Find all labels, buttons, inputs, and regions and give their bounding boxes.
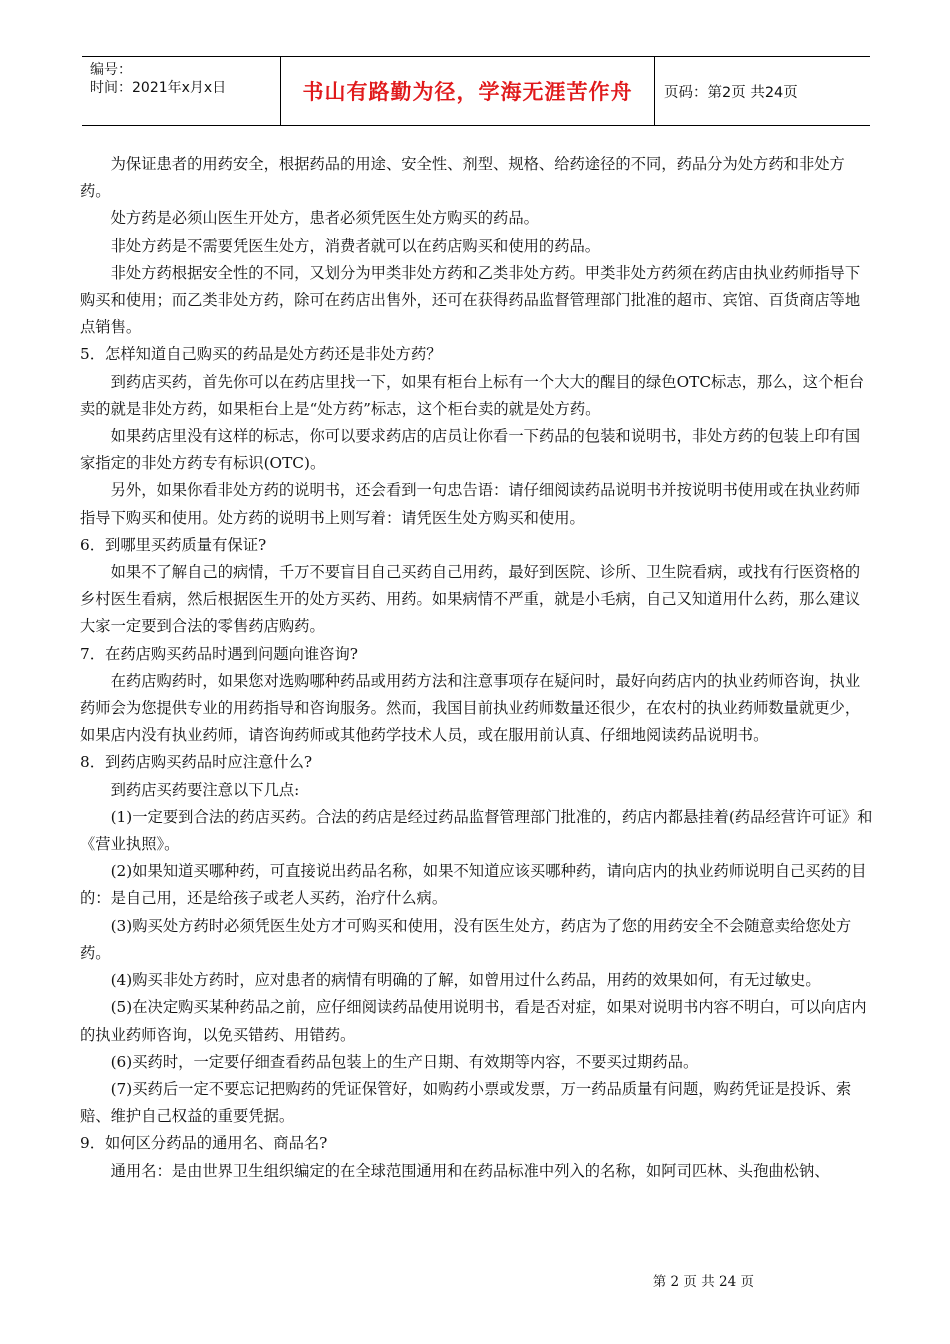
body-paragraph: 在药店购药时，如果您对选购哪种药品或用药方法和注意事项存在疑问时，最好向药店内的执业药师咨询，执业药师会为您提供专业的用药指导和咨询服务。然而，我国目前执业药师数量还很少，在农村的执业药师数量就更少，如果店内没有执业药师，请咨询药师或其他药学技术人员，或在服用前认真、仔细地阅读药品说明书。 [80, 671, 861, 745]
question-heading: 8．到药店购买药品时应注意什么? [80, 753, 313, 772]
question-heading: 5．怎样知道自己购买的药品是处方药还是非处方药？ [80, 345, 442, 364]
question-heading: 9．如何区分药品的通用名、商品名? [80, 1134, 328, 1153]
header-meta [82, 57, 281, 125]
page-footer: 第 2 页 共 24 页 [652, 1274, 754, 1290]
question-heading: 6．到哪里买药质量有保证? [80, 535, 267, 554]
header-page-code: 页码：第2页 共24页 [664, 84, 798, 101]
number-label: 编号： [90, 62, 132, 78]
body-paragraph: (5)在决定购买某种药品之前，应仔细阅读药品使用说明书，看是否对症，如果对说明书内容不明白，可以向店内的执业药师咨询，以免买错药、用错药。 [80, 998, 867, 1044]
body-paragraph: (2)如果知道买哪种药，可直接说出药品名称，如果不知道应该买哪种药，请向店内的执业药师说明自己买药的目的：是自己用，还是给孩子或老人买药，治疗什么病。 [80, 862, 867, 908]
body-paragraph: (3)购买处方药时必须凭医生处方才可购买和使用，没有医生处方，药店为了您的用药安全不会随意卖给您处方药。 [80, 916, 852, 962]
body-paragraph: (6)买药时，一定要仔细查看药品包装上的生产日期、有效期等内容，不要买过期药品。 [110, 1052, 699, 1071]
body-paragraph: 如果不了解自己的病情，千万不要盲目自己买药自己用药，最好到医院、诊所、卫生院看病，或找有行医资格的乡村医生看病，然后根据医生开的处方买药、用药。如果病情不严重，就是小毛病，自己又知道用什么药，那么建议大家一定要到合法的零售药店购药。 [80, 563, 861, 636]
document-body [80, 151, 875, 1185]
body-paragraph: (1)一定要到合法的药店买药。合法的药店是经过药品监督管理部门批准的，药店内都悬挂着(药品经营许可证》和《营业执照》。 [80, 807, 873, 854]
body-paragraph: 非处方药根据安全性的不同，又划分为甲类非处方药和乙类非处方药。甲类非处方药须在药店由执业药师指导下购买和使用；而乙类非处方药，除可在药店出售外，还可在获得药品监督管理部门批准的超市、宾馆、百货商店等地点销售。 [80, 263, 861, 337]
time-label: 时间：2021年x月x日 [90, 80, 227, 96]
body-paragraph: 到药店买药，首先你可以在药店里找一下，如果有柜台上标有一个大大的醒目的绿色OTC标志，那么，这个柜台卖的就是非处方药，如果柜台上是“处方药”标志，这个柜台卖的就是处方药。 [80, 372, 864, 418]
body-paragraph: (7)买药后一定不要忘记把购药的凭证保管好，如购药小票或发票，万一药品质量有问题，购药凭证是投诉、索赔、维护自己权益的重要凭据。 [80, 1079, 852, 1126]
page-header [82, 56, 870, 126]
body-paragraph: (4)购买非处方药时，应对患者的病情有明确的了解，如曾用过什么药品，用药的效果如何，有无过敏史。 [110, 971, 821, 990]
body-paragraph: 另外，如果你看非处方药的说明书，还会看到一句忠告语：请仔细阅读药品说明书并按说明书使用或在执业药师指导下购买和使用。处方药的说明书上则写着：请凭医生处方购买和使用。 [80, 481, 861, 527]
body-paragraph: 如果药店里没有这样的标志，你可以要求药店的店员让你看一下药品的包装和说明书，非处方药的包装上印有国家指定的非处方药专有标识(OTC)。 [80, 427, 861, 473]
body-paragraph: 处方药是必须山医生开处方，患者必须凭医生处方购买的药品。 [110, 209, 539, 228]
question-heading: 7．在药店购买药品时遇到问题向谁咨询? [80, 644, 358, 663]
body-paragraph: 到药店买药要注意以下几点: [110, 780, 300, 799]
header-motto: 书山有路勤为径，学海无涯苦作舟 [281, 57, 655, 125]
body-paragraph: 非处方药是不需要凭医生处方，消费者就可以在药店购买和使用的药品。 [110, 236, 601, 255]
body-paragraph: 通用名：是由世界卫生组织编定的在全球范围通用和在药品标准中列入的名称，如阿司匹林、头孢曲松钠、 [110, 1161, 830, 1180]
body-paragraph: 为保证患者的用药安全，根据药品的用途、安全性、剂型、规格、给药途径的不同，药品分为处方药和非处方药。 [80, 155, 845, 201]
